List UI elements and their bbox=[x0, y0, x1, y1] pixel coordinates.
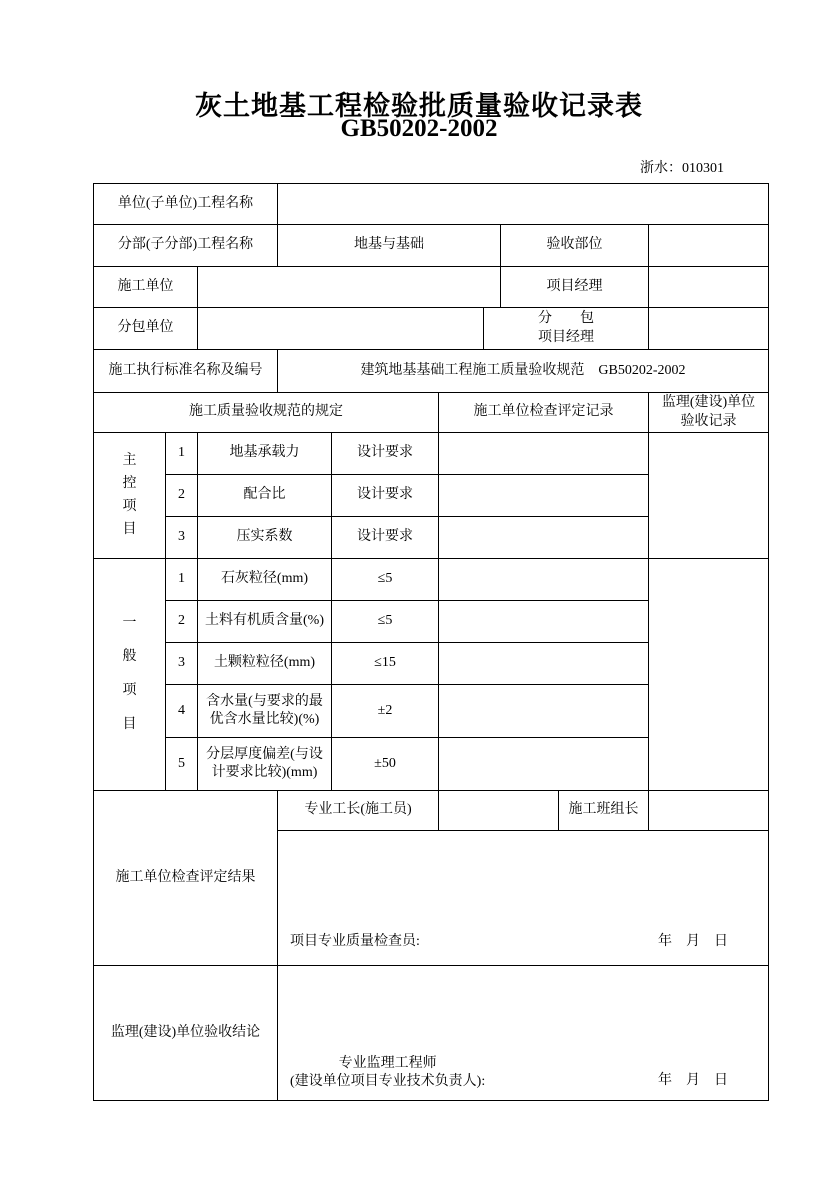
main-item-1-name: 地基承载力 bbox=[198, 433, 332, 475]
page-title: 灰土地基工程检验批质量验收记录表 bbox=[195, 91, 643, 121]
main-item-2-no: 2 bbox=[166, 475, 198, 517]
general-item-4-no: 4 bbox=[166, 685, 198, 738]
general-item-2-record-input[interactable] bbox=[439, 601, 649, 643]
supervision-engineer-label-line1: 专业监理工程师 bbox=[338, 1056, 437, 1071]
general-item-1-requirement: ≤5 bbox=[332, 559, 439, 601]
subcontract-unit-input[interactable] bbox=[198, 308, 484, 350]
general-item-3-no: 3 bbox=[166, 643, 198, 685]
column-header-record: 施工单位检查评定记录 bbox=[439, 393, 649, 433]
general-item-4-requirement: ±2 bbox=[332, 685, 439, 738]
general-group-label: 一 般 项 目 bbox=[94, 559, 166, 791]
project-manager-label: 项目经理 bbox=[501, 267, 649, 308]
subcontract-manager-input[interactable] bbox=[649, 308, 769, 350]
main-item-1-requirement: 设计要求 bbox=[332, 433, 439, 475]
main-item-2-record-input[interactable] bbox=[439, 475, 649, 517]
acceptance-form-table bbox=[93, 183, 769, 1101]
general-item-3-requirement: ≤15 bbox=[332, 643, 439, 685]
general-item-1-record-input[interactable] bbox=[439, 559, 649, 601]
column-header-supervision-line2: 验收记录 bbox=[680, 413, 737, 429]
unit-project-name-label: 单位(子单位)工程名称 bbox=[94, 184, 278, 225]
construction-unit-label: 施工单位 bbox=[94, 267, 198, 308]
main-control-group-label: 主 控 项 目 bbox=[94, 433, 166, 559]
general-item-5-no: 5 bbox=[166, 738, 198, 791]
main-item-2-name: 配合比 bbox=[198, 475, 332, 517]
general-item-4-record-input[interactable] bbox=[439, 685, 649, 738]
general-item-3-record-input[interactable] bbox=[439, 643, 649, 685]
sub-project-name-label: 分部(子分部)工程名称 bbox=[94, 225, 278, 267]
crew-leader-signature-input[interactable] bbox=[649, 791, 769, 831]
column-header-supervision-line1: 监理(建设)单位 bbox=[661, 395, 756, 411]
acceptance-part-label: 验收部位 bbox=[501, 225, 649, 267]
evaluation-result-label: 施工单位检查评定结果 bbox=[94, 791, 278, 966]
subcontract-unit-label: 分包单位 bbox=[94, 308, 198, 350]
general-item-2-no: 2 bbox=[166, 601, 198, 643]
general-item-2-requirement: ≤5 bbox=[332, 601, 439, 643]
foreman-label: 专业工长(施工员) bbox=[278, 791, 439, 831]
conclusion-signature-area[interactable] bbox=[278, 966, 769, 1101]
crew-leader-label: 施工班组长 bbox=[559, 791, 649, 831]
column-header-spec: 施工质量验收规范的规定 bbox=[94, 393, 439, 433]
subcontract-manager-label-line2: 项目经理 bbox=[538, 329, 594, 345]
execution-standard-label: 施工执行标准名称及编号 bbox=[94, 350, 278, 393]
foreman-signature-input[interactable] bbox=[439, 791, 559, 831]
general-item-5-requirement: ±50 bbox=[332, 738, 439, 791]
conclusion-date-label: 年 月 日 bbox=[658, 1072, 728, 1088]
sub-project-name-value: 地基与基础 bbox=[278, 225, 501, 267]
main-item-3-requirement: 设计要求 bbox=[332, 517, 439, 559]
evaluation-signature-area[interactable] bbox=[278, 831, 769, 966]
construction-unit-input[interactable] bbox=[198, 267, 501, 308]
form-code: 浙水：010301 bbox=[640, 161, 724, 176]
execution-standard-value: 建筑地基基础工程施工质量验收规范 GB50202-2002 bbox=[278, 350, 769, 393]
main-item-1-record-input[interactable] bbox=[439, 433, 649, 475]
general-item-5-name: 分层厚度偏差(与设计要求比较)(mm) bbox=[198, 738, 332, 791]
quality-inspector-label: 项目专业质量检查员: bbox=[290, 933, 420, 949]
supervision-conclusion-label: 监理(建设)单位验收结论 bbox=[94, 966, 278, 1101]
subcontract-manager-label-line1: 分 包 bbox=[538, 311, 594, 327]
general-item-1-name: 石灰粒径(mm) bbox=[198, 559, 332, 601]
general-item-5-record-input[interactable] bbox=[439, 738, 649, 791]
project-manager-input[interactable] bbox=[649, 267, 769, 308]
main-item-3-record-input[interactable] bbox=[439, 517, 649, 559]
general-item-3-name: 土颗粒粒径(mm) bbox=[198, 643, 332, 685]
supervision-engineer-label-line2: (建设单位项目专业技术负责人): bbox=[290, 1073, 486, 1089]
subcontract-manager-label bbox=[484, 308, 649, 350]
column-header-supervision bbox=[649, 393, 769, 433]
acceptance-part-input[interactable] bbox=[649, 225, 769, 267]
standard-code: GB50202-2002 bbox=[340, 115, 498, 142]
main-item-3-no: 3 bbox=[166, 517, 198, 559]
main-item-1-no: 1 bbox=[166, 433, 198, 475]
main-item-3-name: 压实系数 bbox=[198, 517, 332, 559]
supervision-engineer-label bbox=[290, 1055, 485, 1090]
general-supervision-record-input[interactable] bbox=[649, 559, 769, 791]
evaluation-date-label: 年 月 日 bbox=[658, 933, 728, 949]
unit-project-name-input[interactable] bbox=[278, 184, 769, 225]
general-item-1-no: 1 bbox=[166, 559, 198, 601]
general-item-4-name: 含水量(与要求的最优含水量比较)(%) bbox=[198, 685, 332, 738]
main-item-2-requirement: 设计要求 bbox=[332, 475, 439, 517]
main-control-supervision-record-input[interactable] bbox=[649, 433, 769, 559]
general-item-2-name: 土料有机质含量(%) bbox=[198, 601, 332, 643]
